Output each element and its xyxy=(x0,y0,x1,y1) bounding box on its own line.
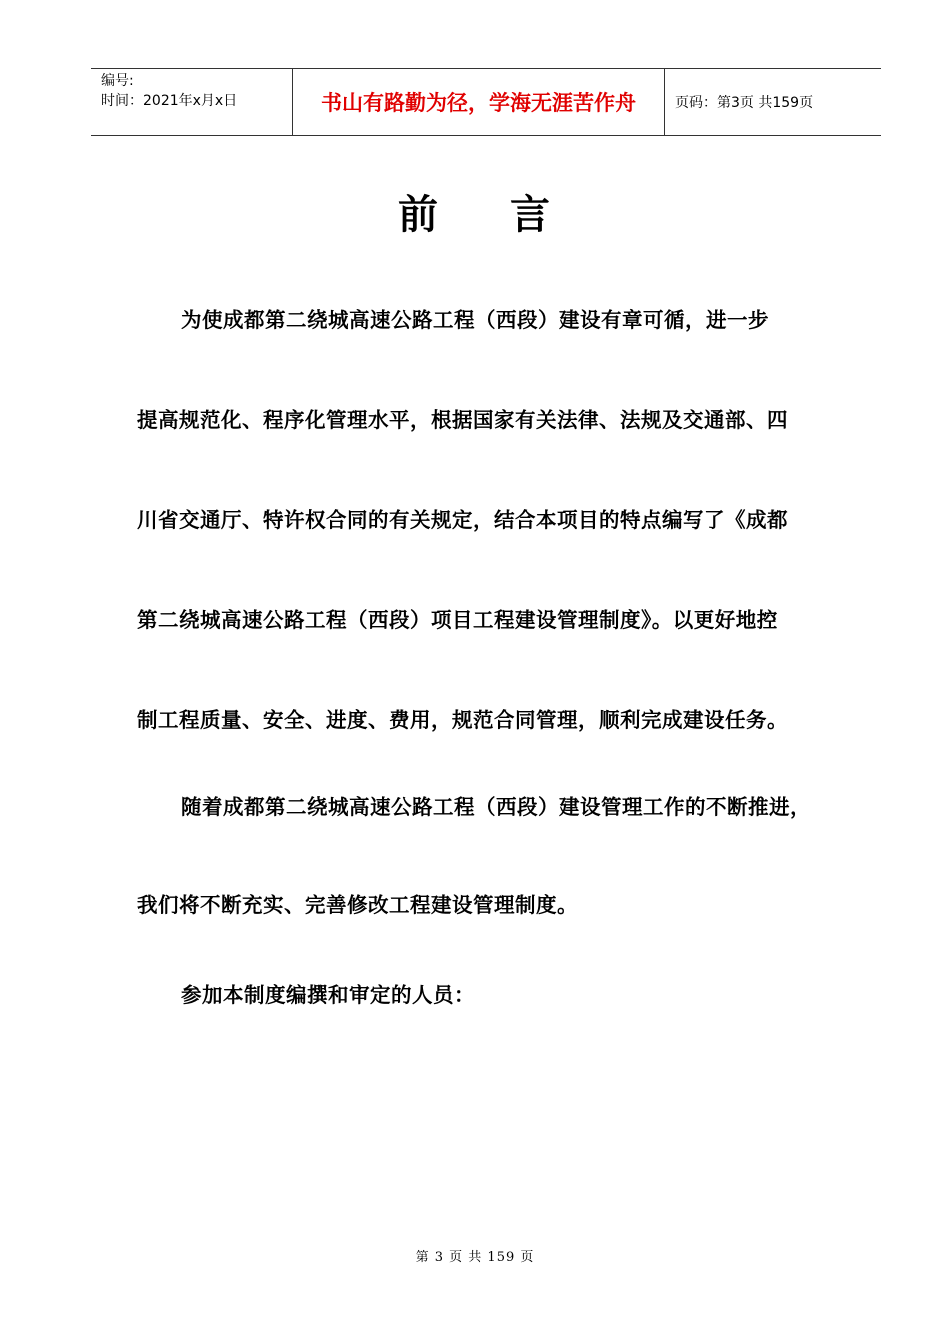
body-line-3: 川省交通厅、特许权合同的有关规定，结合本项目的特点编写了《成都 xyxy=(137,508,788,532)
serial-number-label: 编号: xyxy=(101,73,134,89)
body-line-2: 提高规范化、程序化管理水平，根据国家有关法律、法规及交通部、四 xyxy=(137,408,788,432)
body-line-8: 参加本制度编撰和审定的人员： xyxy=(181,983,475,1007)
page-title xyxy=(0,183,950,240)
page-footer: 第 3 页 共 159 页 xyxy=(415,1250,535,1265)
date-label: 时间：2021年x月x日 xyxy=(101,93,238,109)
body-line-5: 制工程质量、安全、进度、费用，规范合同管理，顺利完成建设任务。 xyxy=(137,708,788,732)
title-char-2: 言 xyxy=(510,191,552,238)
body-line-4: 第二绕城高速公路工程（西段）项目工程建设管理制度》。以更好地控 xyxy=(137,608,778,632)
title-char-1: 前 xyxy=(398,191,440,238)
header-motto: 书山有路勤为径，学海无涯苦作舟 xyxy=(293,69,665,135)
body-line-6: 随着成都第二绕城高速公路工程（西段）建设管理工作的不断推进， xyxy=(181,795,811,819)
body-line-7: 我们将不断充实、完善修改工程建设管理制度。 xyxy=(137,893,578,917)
body-line-1: 为使成都第二绕城高速公路工程（西段）建设有章可循，进一步 xyxy=(181,308,769,332)
document-header xyxy=(91,68,881,136)
header-meta-cell xyxy=(91,69,293,135)
header-page-code: 页码：第3页 共159页 xyxy=(675,95,814,111)
